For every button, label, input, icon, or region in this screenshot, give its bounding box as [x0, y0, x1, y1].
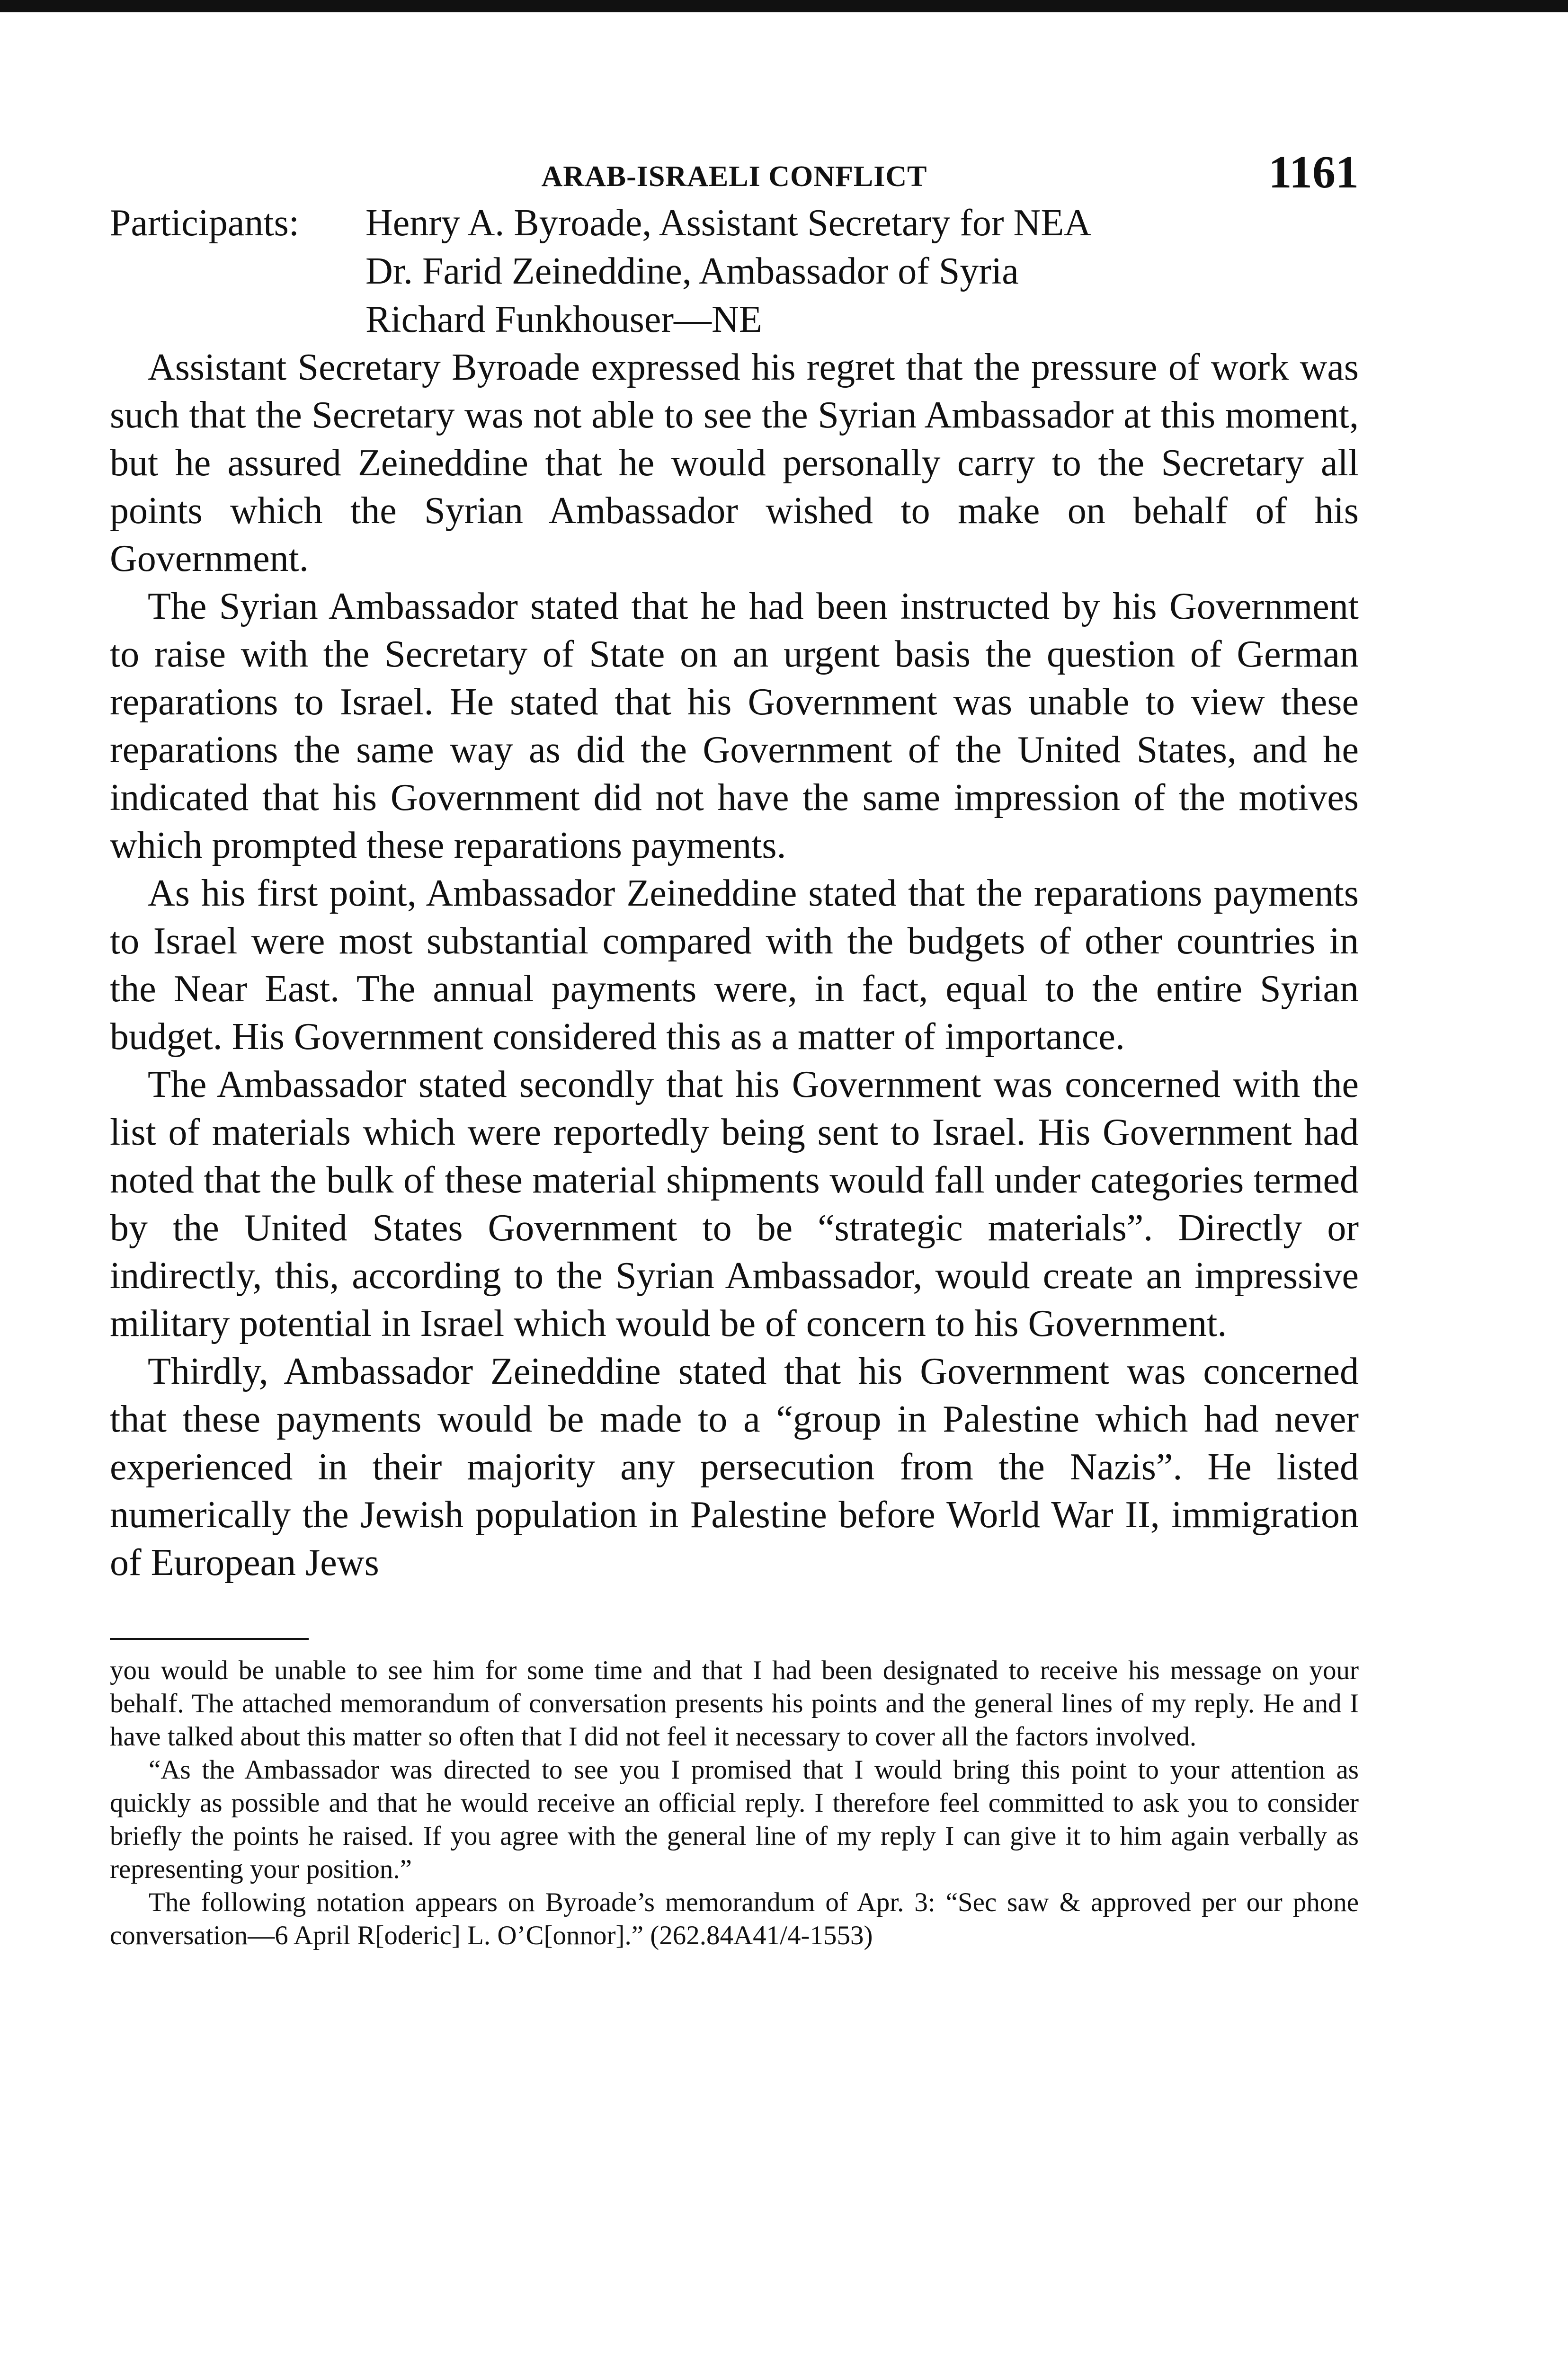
body-paragraph: Thirdly, Ambassador Zeineddine stated that his Government was concerned that these payments would be made to a “group in Palestine which had never experienced in their majority any persecution from the Nazis”. He listed numerically the Jewish population in Palestine before World War II, immigration of European Jews: [110, 1351, 1359, 1584]
page-number: 1161: [1268, 147, 1359, 198]
participants-row: [110, 295, 1359, 344]
footnote-paragraph: you would be unable to see him for some time and that I had been designated to receive his message on your behalf. The attached memorandum of conversation presents his points and the general lines of my reply. He and I have talked about this matter so often that I did not feel it necessary to cover all the factors involved.: [110, 1655, 1359, 1752]
participant-name: Dr. Farid Zeineddine, Ambassador of Syria: [365, 250, 1019, 292]
participants-row: [110, 247, 1359, 295]
body-paragraph: Assistant Secretary Byroade expressed his regret that the pressure of work was such that the Secretary was not able to see the Syrian Ambassador at this moment, but he assured Zeineddine that he would personally carry to the Secretary all points which the Syrian Ambassador wished to make on behalf of his Government.: [110, 347, 1359, 579]
participants-label-spacer: [110, 247, 365, 295]
participant-name: Henry A. Byroade, Assistant Secretary for NEA: [365, 202, 1091, 244]
participants-row: [110, 199, 1359, 247]
footnote-divider: [110, 1638, 309, 1640]
body-paragraph: As his first point, Ambassador Zeineddine stated that the reparations payments to Israel were most substantial compared with the budgets of other countries in the Near East. The annual payments were, in fact, equal to the entire Syrian budget. His Government considered this as a matter of importance.: [110, 872, 1359, 1058]
top-page-edge: [0, 0, 1568, 12]
body-paragraph: The Ambassador stated secondly that his Government was concerned with the list of materials which were reportedly being sent to Israel. His Government had noted that the bulk of these material shipments would fall under categories termed by the United States Government to be “strategic materials”. Directly or indirectly, this, according to the Syrian Ambassador, would create an impressive military potential in Israel which would be of concern to his Government.: [110, 1064, 1359, 1344]
participant-name: Richard Funkhouser—NE: [365, 299, 762, 340]
participants-block: [110, 199, 1359, 344]
footnote-paragraph: “As the Ambassador was directed to see you I promised that I would bring this point to your attention as quickly as possible and that he would receive an official reply. I therefore feel committed to ask you to consider briefly the points he raised. If you agree with the general line of my reply I can give it to him again verbally as representing your position.”: [110, 1755, 1359, 1884]
document-page: [110, 142, 1359, 1952]
body-paragraph: The Syrian Ambassador stated that he had been instructed by his Government to raise with the Secretary of State on an urgent basis the question of German reparations to Israel. He stated that his Government was unable to view these reparations the same way as did the Government of the United States, and he indicated that his Government did not have the same impression of the motives which prompted these reparations payments.: [110, 586, 1359, 866]
footnotes: [110, 1654, 1359, 1952]
footnote-paragraph: The following notation appears on Byroade’s memorandum of Apr. 3: “Sec saw & approved per our phone conversation—6 April R[oderic] L. O’C[onnor].” (262.84A41/4-1553): [110, 1887, 1359, 1950]
running-header: [110, 142, 1359, 199]
participants-label-spacer: [110, 295, 365, 344]
memorandum-body: [110, 344, 1359, 1587]
participants-label: Participants:: [110, 202, 299, 244]
running-header-title: ARAB-ISRAELI CONFLICT: [541, 160, 927, 193]
